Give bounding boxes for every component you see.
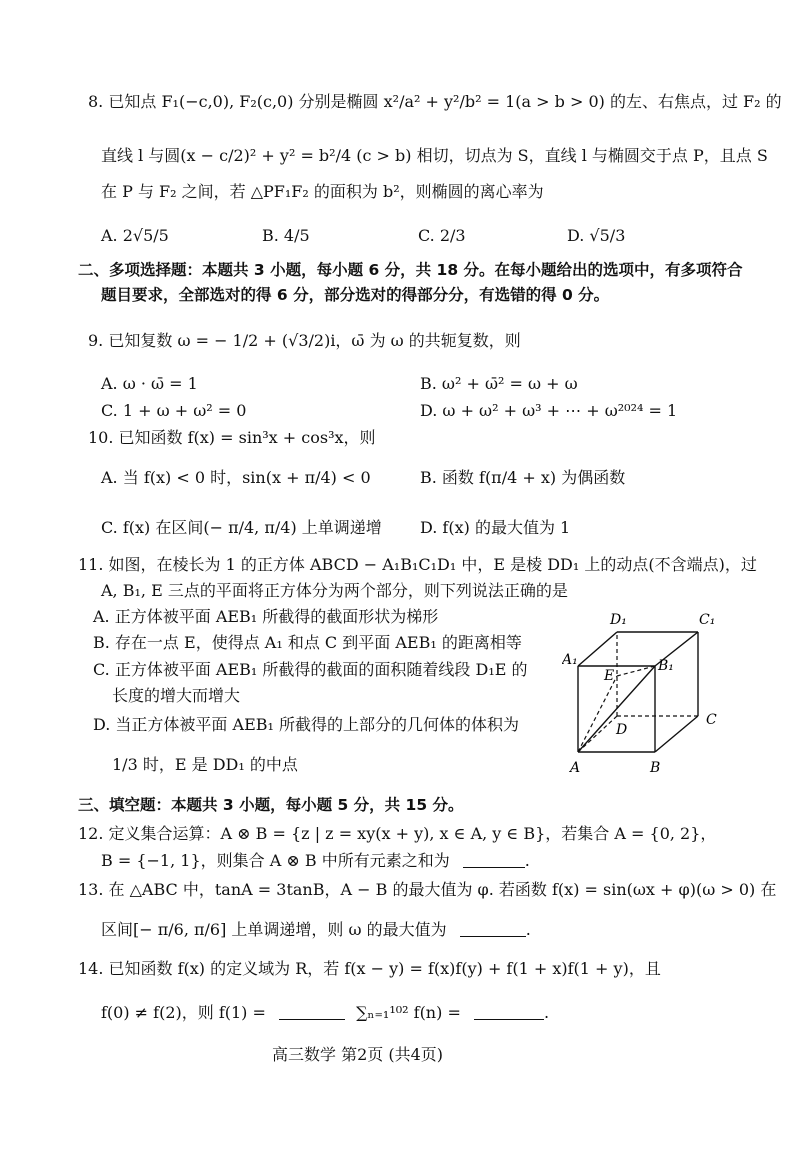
- edge-b-c: [655, 716, 698, 752]
- q11-option-c-line-2: 长度的增大而增大: [112, 686, 241, 705]
- label-a1: A₁: [562, 652, 578, 668]
- q8-option-d: D. √5/3: [567, 226, 626, 245]
- q12-line-2-text: B = {−1, 1}，则集合 A ⊗ B 中所有元素之和为: [101, 851, 450, 870]
- q9-option-a: A. ω · ω̄ = 1: [101, 374, 198, 393]
- q8-line-1: 8. 已知点 F₁(−c,0), F₂(c,0) 分别是椭圆 x²/a² + y²/b² = 1(a > b > 0) 的左、右焦点，过 F₂ 的: [88, 92, 782, 111]
- q13-line-1: 13. 在 △ABC 中，tanA = 3tanB，A − B 的最大值为 φ. 若函数 f(x) = sin(ωx + φ)(ω > 0) 在: [78, 880, 777, 899]
- section-2-heading-line-1: 二、多项选择题：本题共 3 小题，每小题 6 分，共 18 分。在每小题给出的选项中，有多项符合: [78, 261, 743, 279]
- label-d1: D₁: [610, 612, 627, 628]
- q8-line-3: 在 P 与 F₂ 之间，若 △PF₁F₂ 的面积为 b²，则椭圆的离心率为: [101, 182, 544, 201]
- page-footer: 高三数学 第2页 (共4页): [272, 1045, 444, 1064]
- q12-line-2: [101, 853, 530, 869]
- q10-option-c: C. f(x) 在区间(− π/4, π/4) 上单调递增: [101, 518, 382, 537]
- q11-option-d-line-2: 1/3 时，E 是 DD₁ 的中点: [112, 755, 298, 774]
- q11-option-b: B. 存在一点 E，使得点 A₁ 和点 C 到平面 AEB₁ 的距离相等: [93, 633, 522, 652]
- label-c: C: [706, 712, 717, 728]
- label-a: A: [570, 760, 581, 776]
- q9-option-c: C. 1 + ω + ω² = 0: [101, 401, 247, 420]
- q10-option-d: D. f(x) 的最大值为 1: [420, 518, 571, 537]
- section-3-heading: 三、填空题：本题共 3 小题，每小题 5 分，共 15 分。: [78, 796, 464, 814]
- q9-option-d: D. ω + ω² + ω³ + ⋯ + ω²⁰²⁴ = 1: [420, 401, 678, 420]
- q11-line-2: A, B₁, E 三点的平面将正方体分为两个部分，则下列说法正确的是: [101, 581, 568, 600]
- q9-stem: 9. 已知复数 ω = − 1/2 + (√3/2)i，ω̄ 为 ω 的共轭复数，则: [88, 331, 521, 350]
- q9-option-b: B. ω² + ω̄² = ω + ω: [420, 374, 578, 393]
- q14-period: .: [543, 1003, 550, 1022]
- q8-line-2: 直线 l 与圆(x − c/2)² + y² = b²/4 (c > b) 相切，切点为 S，直线 l 与椭圆交于点 P，且点 S: [101, 146, 768, 165]
- q14-answer-blank-1: [279, 1005, 345, 1020]
- label-b1: B₁: [658, 658, 674, 674]
- q10-option-b: B. 函数 f(π/4 + x) 为偶函数: [420, 468, 626, 487]
- q11-option-d-line-1: D. 当正方体被平面 AEB₁ 所截得的上部分的几何体的体积为: [93, 715, 520, 734]
- q8-option-a: A. 2√5/5: [101, 226, 169, 245]
- q12-period: .: [524, 851, 530, 870]
- edge-a-d: [578, 716, 617, 752]
- q12-line-1: 12. 定义集合运算：A ⊗ B = {z | z = xy(x + y), x ∈ A, y ∈ B}，若集合 A = {0, 2}，: [78, 824, 717, 843]
- q13-line-2-text: 区间[− π/6, π/6] 上单调递增，则 ω 的最大值为: [101, 920, 447, 939]
- q11-option-c-line-1: C. 正方体被平面 AEB₁ 所截得的截面的面积随着线段 D₁E 的: [93, 660, 528, 679]
- q8-option-b: B. 4/5: [262, 226, 310, 245]
- q8-option-c: C. 2/3: [418, 226, 466, 245]
- label-b: B: [650, 760, 661, 776]
- section-2-heading-line-2: 题目要求，全部选对的得 6 分，部分选对的得部分分，有选错的得 0 分。: [101, 286, 610, 304]
- label-d: D: [616, 722, 628, 738]
- q14-line-2: [101, 1005, 549, 1021]
- cube-figure: [562, 610, 722, 780]
- edge-a1-d1: [578, 632, 617, 666]
- q13-period: .: [525, 920, 531, 939]
- q14-line-1: 14. 已知函数 f(x) 的定义域为 R，若 f(x − y) = f(x)f(y) + f(1 + x)f(1 + y)，且: [78, 959, 661, 978]
- q10-stem: 10. 已知函数 f(x) = sin³x + cos³x，则: [88, 428, 376, 447]
- q12-answer-blank: [463, 853, 525, 868]
- q14-answer-blank-2: [474, 1005, 544, 1020]
- q13-answer-blank: [460, 922, 526, 937]
- label-e: E: [604, 668, 615, 684]
- q11-option-a: A. 正方体被平面 AEB₁ 所截得的截面形状为梯形: [93, 607, 439, 626]
- q14-line-2-first: f(0) ≠ f(2)，则 f(1) =: [101, 1003, 266, 1022]
- label-c1: C₁: [699, 612, 716, 628]
- segment-e-b1: [617, 666, 655, 676]
- q13-line-2: [101, 922, 531, 938]
- q11-line-1: 11. 如图，在棱长为 1 的正方体 ABCD − A₁B₁C₁D₁ 中，E 是棱 DD₁ 上的动点(不含端点)，过: [78, 555, 757, 574]
- q14-line-2-second: ∑ₙ₌₁¹⁰² f(n) =: [356, 1003, 461, 1022]
- q10-option-a: A. 当 f(x) < 0 时，sin(x + π/4) < 0: [101, 468, 371, 487]
